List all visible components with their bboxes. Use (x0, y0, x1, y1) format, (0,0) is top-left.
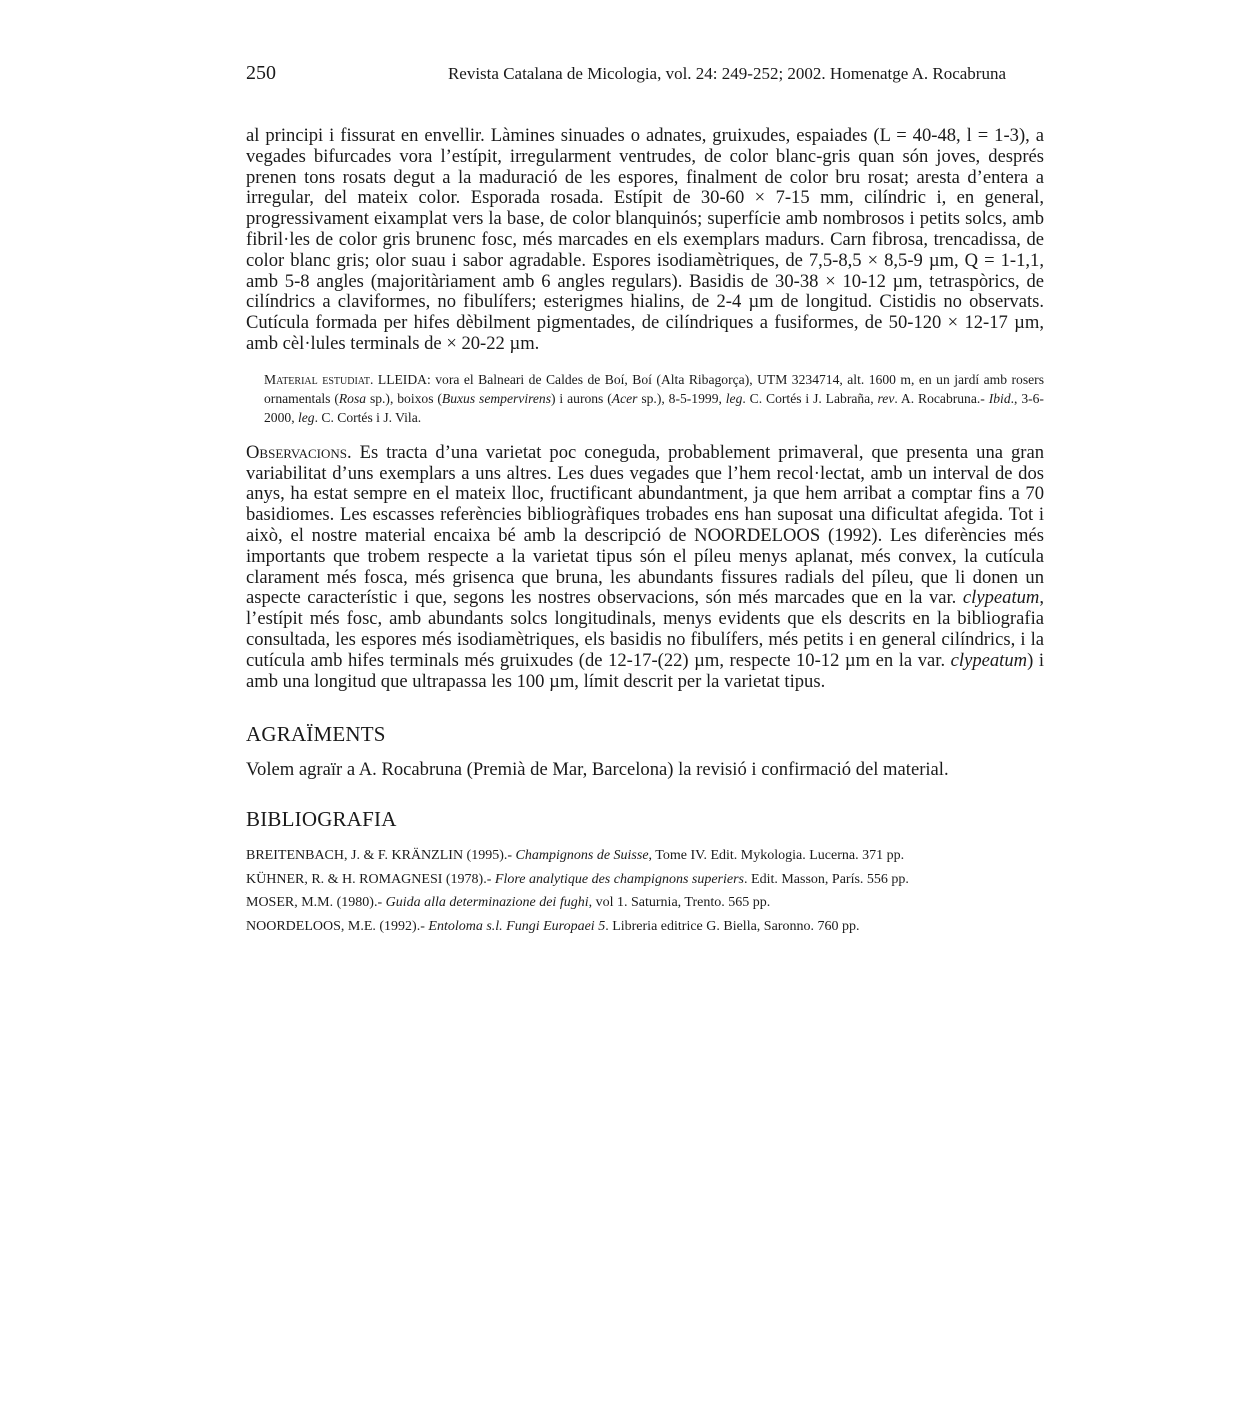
reference-item (246, 844, 1044, 868)
material-text-1: LLEIDA: vora el Balneari de Caldes de Boí, Boí (Alta Ribagorça), UTM 3234714, alt. 1600 m, en un jardí amb rosers ornamentals ( (264, 371, 1044, 406)
material-leg-1: leg (725, 390, 743, 406)
observations-text-1: Es tracta d’una varietat poc coneguda, probablement primaveral, que presenta una gran variabilitat d’uns exemplars a uns altres. Les dues vegades que l’hem recol·lectat, amb un interval de dos anys, ha estat sempre en el mateix lloc, fructificant abundantment, ja que hem arribat a comptar fins a 70 basidiomes. Les escasses referències bibliogràfiques trobades ens han suposat una dificultat afegida. Tot i això, el nostre material encaixa bé amb la descripció de NOORDELOOS (1992). Les diferències més importants que trobem respecte a la varietat tipus són el píleu menys aplanat, més convex, la cutícula clarament més fosca, més grisenca que bruna, les abundants fissures radials del píleu, que li donen un aspecte característic i que, segons les nostres observacions, són més marcades que en la var. (246, 441, 1044, 609)
observations-text-2: , l’estípit més fosc, amb abundants solcs longitudinals, menys evidents que els descrits en la bibliografia consultada, les espores més isodiamètriques, els basidis no fibulífers, més petits i en general cilíndrics, i la cutícula amb hifes terminals més gruixudes (de 12-17-(22) µm, respecte 10-12 µm en la var. (246, 587, 1044, 671)
observations-taxon-2: clypeatum (950, 649, 1028, 671)
material-taxon-rosa: Rosa (338, 390, 367, 406)
reference-list (246, 844, 1044, 938)
reference-title: Champignons de Suisse (515, 848, 649, 864)
material-text-8: . C. Cortés i J. Vila. (314, 409, 422, 425)
material-taxon-acer: Acer (611, 390, 638, 406)
material-studied (264, 370, 1044, 427)
reference-details: , vol 1. Saturnia, Trento. 565 pp. (588, 895, 771, 911)
reference-authors: BREITENBACH, J. & F. KRÄNZLIN (1995).- (246, 848, 516, 864)
description-paragraph: al principi i fissurat en envellir. Làmines sinuades o adnates, gruixudes, espaiades (L = 40-48, l = 1-3), a vegades bifurcades vora l’estípit, irregularment ventrudes, de color blanc-gris quan són joves, després prenen tons rosats degut a la maduració de les espores, finalment de color bru rosat; aresta d’entera a irregular, del mateix color. Esporada rosada. Estípit de 30-60 × 7-15 mm, cilíndric i, en general, progressivament eixamplat vers la base, de color blanquinós; superfície amb nombrosos i petits solcs, amb fibril·les de color gris brunenc fosc, més marcades en els exemplars madurs. Carn fibrosa, trencadissa, de color blanc gris; olor suau i sabor agradable. Espores isodiamètriques, de 7,5-8,5 × 8,5-9 µm, Q = 1-1,1, amb 5-8 angles (majoritàriament amb 6 angles regulars). Basidis de 30-38 × 10-12 µm, tetraspòrics, de cilíndrics a claviformes, no fibulífers; esterigmes hialins, de 2-4 µm de longitud. Cistidis no observats. Cutícula formada per hifes dèbilment pigmentades, de cilíndriques a fusiformes, de 50-120 × 12-17 µm, amb cèl·lules terminals de × 20-22 µm. (246, 125, 1044, 354)
material-rev: rev (877, 390, 895, 406)
material-taxon-buxus: Buxus sempervirens (441, 390, 552, 406)
material-text-7: ., 3-6-2000, (264, 390, 1044, 425)
observations-taxon-1: clypeatum (962, 587, 1040, 609)
acknowledgements-heading: AGRAÏMENTS (246, 722, 386, 747)
journal-running-title: Revista Catalana de Micologia, vol. 24: 249-252; 2002. Homenatge A. Rocabruna (447, 64, 1006, 83)
page-number: 250 (246, 62, 276, 84)
reference-item (246, 868, 1044, 892)
acknowledgements-text: Volem agraïr a A. Rocabruna (Premià de Mar, Barcelona) la revisió i confirmació del material. (246, 759, 949, 781)
reference-title: Guida alla determinazione dei fughi (385, 895, 589, 911)
material-leg-2: leg (297, 409, 315, 425)
reference-item (246, 915, 1044, 939)
bibliography-heading: BIBLIOGRAFIA (246, 807, 397, 832)
material-ibid: Ibid (988, 390, 1011, 406)
material-text-4: sp.), 8-5-1999, (637, 390, 726, 406)
observations-label: Observacions. (246, 441, 352, 463)
article-body (246, 126, 1044, 938)
running-header (246, 62, 1006, 88)
observations-text-3: ) i amb una longitud que ultrapassa les 100 µm, límit descrit per la varietat tipus. (246, 649, 1044, 692)
material-label: Material estudiat. (264, 371, 374, 387)
material-text-6: . A. Rocabruna.- (894, 390, 989, 406)
material-text-2: sp.), boixos ( (366, 390, 442, 406)
reference-title: Entoloma s.l. Fungi Europaei 5 (428, 918, 606, 934)
material-text-3: ) i aurons ( (551, 390, 612, 406)
material-text-5: . C. Cortés i J. Labraña, (742, 390, 878, 406)
reference-authors: MOSER, M.M. (1980).- (246, 895, 386, 911)
reference-details: . Edit. Masson, París. 556 pp. (744, 871, 909, 887)
reference-item (246, 891, 1044, 915)
reference-authors: NOORDELOOS, M.E. (1992).- (246, 918, 429, 934)
reference-authors: KÜHNER, R. & H. ROMAGNESI (1978).- (246, 871, 495, 887)
reference-details: . Libreria editrice G. Biella, Saronno. 760 pp. (605, 918, 860, 934)
reference-title: Flore analytique des champignons superiers (494, 871, 745, 887)
reference-details: , Tome IV. Edit. Mykologia. Lucerna. 371 pp. (648, 848, 905, 864)
observations-paragraph (246, 443, 1044, 693)
